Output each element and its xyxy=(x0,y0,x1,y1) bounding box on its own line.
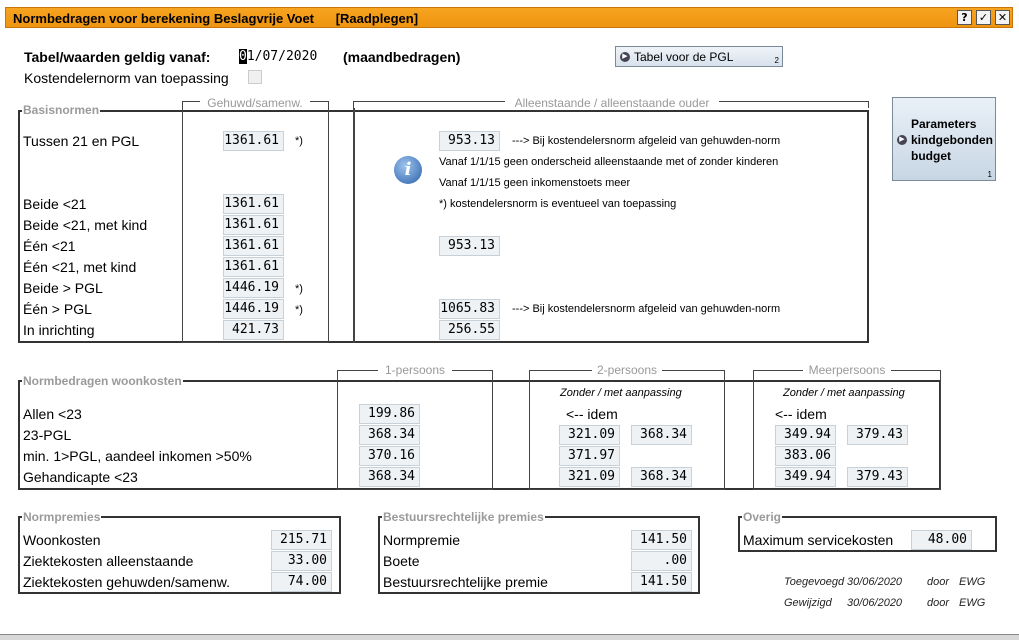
toegevoegd-date: 30/06/2020 xyxy=(847,576,903,588)
basis-row-label: Één <21 xyxy=(23,238,76,254)
normpremie-value[interactable]: 33.00 xyxy=(271,551,332,571)
bestuur-legend: Bestuursrechtelijke premies xyxy=(383,510,544,524)
woon-2p-zonder-value[interactable]: 371.97 xyxy=(559,446,620,466)
play-icon: ▶ xyxy=(620,52,630,62)
star-note: *) xyxy=(295,283,303,295)
bestuur-value[interactable]: 141.50 xyxy=(631,572,692,592)
basis-row-label: Beide <21 xyxy=(23,196,87,212)
woon-2p-met-value[interactable]: 368.34 xyxy=(631,467,692,487)
parameters-button-label: Parameters kindgebonden budget xyxy=(911,117,993,163)
basis-gehuwd-value[interactable]: 1446.19 xyxy=(223,299,284,319)
basis-gehuwd-value[interactable]: 1361.61 xyxy=(223,131,284,151)
normpremie-label: Ziektekosten alleenstaande xyxy=(23,553,194,569)
basis-row-label: Één > PGL xyxy=(23,301,92,317)
normpremies-legend: Normpremies xyxy=(23,510,101,524)
close-button[interactable]: ✕ xyxy=(995,10,1010,25)
gewijzigd-date: 30/06/2020 xyxy=(847,597,903,609)
woonkosten-legend: Normbedragen woonkosten xyxy=(23,374,182,388)
servicekosten-label: Maximum servicekosten xyxy=(743,532,894,548)
col-meer-label: Meerpersoons xyxy=(803,363,891,377)
basis-gehuwd-value[interactable]: 1361.61 xyxy=(223,215,284,235)
woon-meer-zonder-value[interactable]: 383.06 xyxy=(775,446,836,466)
woon-meer-met-value[interactable]: 379.43 xyxy=(847,425,908,445)
woon-meer-zonder-value[interactable]: 349.94 xyxy=(775,467,836,487)
basisnormen-legend: Basisnormen xyxy=(23,103,100,117)
col-alleen-divider xyxy=(353,108,355,343)
basis-gehuwd-value[interactable]: 1361.61 xyxy=(223,257,284,277)
gewijzigd-label: Gewijzigd xyxy=(784,597,832,609)
toegevoegd-label: Toegevoegd xyxy=(784,576,845,588)
basis-alleen-value[interactable]: 953.13 xyxy=(439,131,500,151)
kostendelernorm-label: Kostendelernorm van toepassing xyxy=(24,70,229,86)
star-note: *) xyxy=(295,304,303,316)
col-2p-label: 2-persoons xyxy=(592,363,662,377)
kostendeler-note: ---> Bij kostendelersnorm afgeleid van gehuwden-norm xyxy=(512,135,781,147)
pgl-button[interactable] xyxy=(615,46,783,67)
kostendelernorm-checkbox[interactable] xyxy=(248,70,262,84)
basis-alleen-value[interactable]: 1065.83 xyxy=(439,299,500,319)
woon-2p-zonder-value[interactable]: 321.09 xyxy=(559,425,620,445)
col-alleen-label: Alleenstaande / alleenstaande ouder xyxy=(505,96,719,110)
normpremie-value[interactable]: 74.00 xyxy=(271,572,332,592)
bestuur-label: Bestuursrechtelijke premie xyxy=(383,574,548,590)
status-strip xyxy=(0,634,1019,640)
basis-gehuwd-value[interactable]: 1361.61 xyxy=(223,194,284,214)
info-line-2: Vanaf 1/1/15 geen inkomenstoets meer xyxy=(439,177,631,189)
woon-row-label: Allen <23 xyxy=(23,406,82,422)
normpremie-label: Ziektekosten gehuwden/samenw. xyxy=(23,574,231,590)
bestuur-value[interactable]: .00 xyxy=(631,551,692,571)
basis-alleen-value[interactable]: 256.55 xyxy=(439,320,500,340)
woon-row-label: 23-PGL xyxy=(23,427,72,443)
bestuur-label: Normpremie xyxy=(383,532,461,548)
help-button[interactable]: ? xyxy=(957,10,972,25)
basis-row-label: In inrichting xyxy=(23,322,95,338)
basis-row-label: Tussen 21 en PGL xyxy=(23,133,140,149)
basis-gehuwd-value[interactable]: 1361.61 xyxy=(223,236,284,256)
woon-2p-met-value[interactable]: 368.34 xyxy=(631,425,692,445)
info-icon: i xyxy=(394,156,422,184)
col-gehuwd-label: Gehuwd/samenw. xyxy=(200,96,310,110)
normpremie-label: Woonkosten xyxy=(23,532,101,548)
toegevoegd-user: EWG xyxy=(959,576,986,588)
bestuur-value[interactable]: 141.50 xyxy=(631,530,692,550)
col-1p-label: 1-persoons xyxy=(378,363,452,377)
woon-row-label: min. 1>PGL, aandeel inkomen >50% xyxy=(23,448,252,464)
woon-1p-value[interactable]: 368.34 xyxy=(359,467,420,487)
normpremie-value[interactable]: 215.71 xyxy=(271,530,332,550)
basis-row-label: Beide > PGL xyxy=(23,280,103,296)
door-label: door xyxy=(927,597,950,609)
overig-legend: Overig xyxy=(743,510,782,524)
pgl-button-shortcut: 2 xyxy=(774,56,779,65)
info-line-3: *) kostendelersnorm is eventueel van toepassing xyxy=(439,198,677,210)
star-note: *) xyxy=(295,135,303,147)
parameters-button[interactable] xyxy=(892,97,996,181)
basis-alleen-value[interactable]: 953.13 xyxy=(439,236,500,256)
servicekosten-value[interactable]: 48.00 xyxy=(911,530,972,550)
woon-1p-value[interactable]: 368.34 xyxy=(359,425,420,445)
woon-meer-zonder-value[interactable]: 349.94 xyxy=(775,425,836,445)
maandbedragen-label: (maandbedragen) xyxy=(343,49,461,65)
basis-row-label: Één <21, met kind xyxy=(23,259,137,275)
play-icon: ▶ xyxy=(897,135,907,145)
bestuur-label: Boete xyxy=(383,553,420,569)
geldig-date-input[interactable]: 01/07/2020 xyxy=(239,49,318,64)
idem-label: <-- idem xyxy=(775,406,827,422)
ok-button[interactable]: ✓ xyxy=(976,10,991,25)
basis-gehuwd-value[interactable]: 1446.19 xyxy=(223,278,284,298)
parameters-button-shortcut: 1 xyxy=(987,170,992,179)
door-label: door xyxy=(927,576,950,588)
info-line-1: Vanaf 1/1/15 geen onderscheid alleenstaande met of zonder kinderen xyxy=(439,156,779,168)
kostendeler-note: ---> Bij kostendelersnorm afgeleid van gehuwden-norm xyxy=(512,303,781,315)
zonder-met-label: Zonder / met aanpassing xyxy=(783,387,905,399)
woon-1p-value[interactable]: 370.16 xyxy=(359,446,420,466)
pgl-button-label: Tabel voor de PGL xyxy=(634,50,734,64)
woon-2p-zonder-value[interactable]: 321.09 xyxy=(559,467,620,487)
geldig-label: Tabel/waarden geldig vanaf: xyxy=(24,49,211,65)
woon-1p-value[interactable]: 199.86 xyxy=(359,404,420,424)
woon-meer-met-value[interactable]: 379.43 xyxy=(847,467,908,487)
basis-gehuwd-value[interactable]: 421.73 xyxy=(223,320,284,340)
idem-label: <-- idem xyxy=(566,406,618,422)
woon-row-label: Gehandicapte <23 xyxy=(23,469,138,485)
zonder-met-label: Zonder / met aanpassing xyxy=(560,387,682,399)
basis-row-label: Beide <21, met kind xyxy=(23,217,148,233)
gewijzigd-user: EWG xyxy=(959,597,986,609)
window-title: Normbedragen voor berekening Beslagvrije Voet [Raadplegen] xyxy=(13,11,419,26)
